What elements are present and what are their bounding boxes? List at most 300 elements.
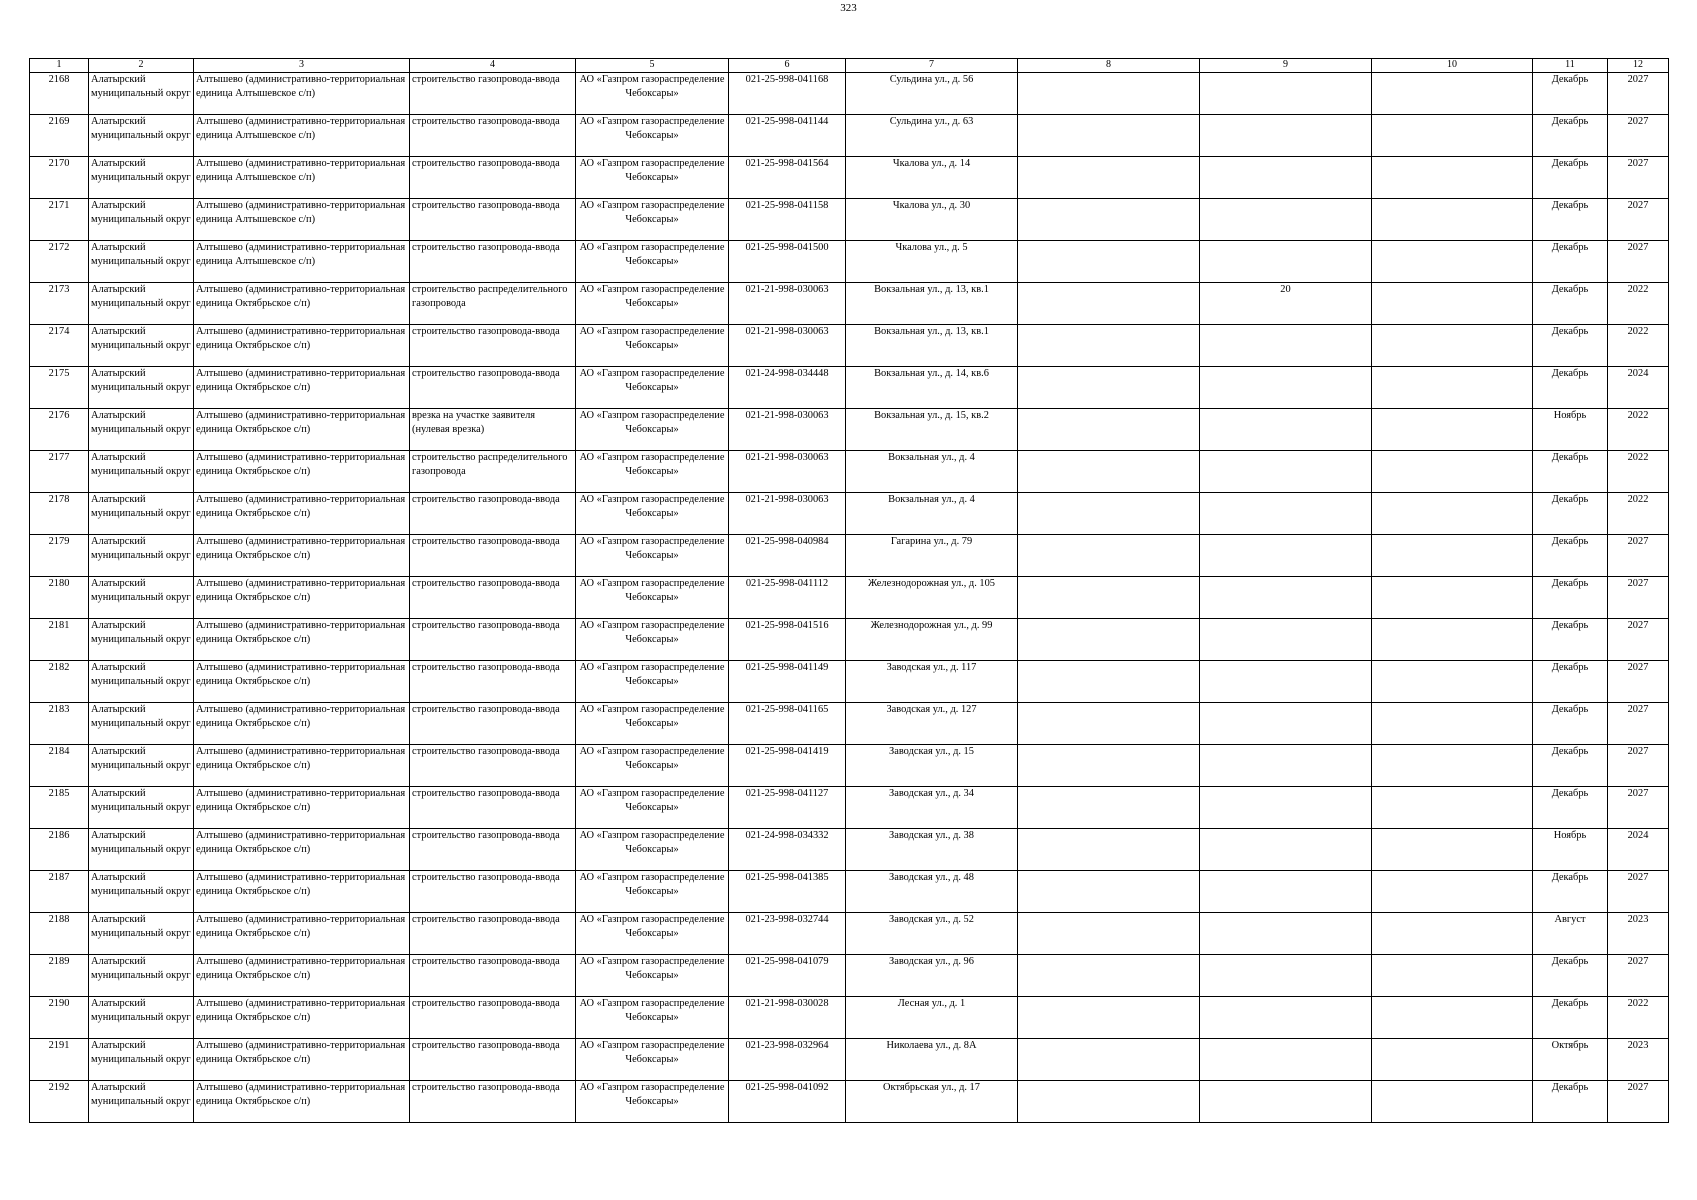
settlement-text: Алтышево (административно-территориальная единица Октябрьское с/п): [196, 326, 406, 351]
col-9-value-cell: [1200, 577, 1372, 619]
month-text: Декабрь: [1551, 956, 1589, 967]
month-text: Декабрь: [1551, 620, 1589, 631]
municipality-text: Алатырский муниципальный округ: [91, 956, 191, 981]
table-row: [30, 1039, 1669, 1081]
address-text: Заводская ул., д. 15: [889, 746, 974, 757]
row-number-text: 2187: [48, 872, 70, 883]
month-text: Декабрь: [1551, 326, 1589, 337]
settlement-cell: [194, 913, 410, 955]
municipality-text: Алатырский муниципальный округ: [91, 788, 191, 813]
settlement-text: Алтышево (административно-территориальная единица Октябрьское с/п): [196, 746, 406, 771]
month-text: Декабрь: [1551, 536, 1589, 547]
col-8-value-cell: [1018, 493, 1200, 535]
work-type-cell: [410, 325, 576, 367]
application-number-cell: [729, 157, 846, 199]
municipality-cell: [89, 325, 194, 367]
col-10-value-cell: [1372, 73, 1533, 115]
settlement-cell: [194, 661, 410, 703]
settlement-text: Алтышево (административно-территориальная единица Алтышевское с/п): [196, 116, 406, 141]
application-number-cell: [729, 115, 846, 157]
table-row: [30, 661, 1669, 703]
row-number-cell: [30, 73, 89, 115]
settlement-text: Алтышево (административно-территориальная единица Алтышевское с/п): [196, 200, 406, 225]
address-cell: [846, 367, 1018, 409]
settlement-cell: [194, 115, 410, 157]
municipality-text: Алатырский муниципальный округ: [91, 914, 191, 939]
col-8-value-cell: [1018, 73, 1200, 115]
row-number-text: 2192: [48, 1082, 70, 1093]
month-cell: [1533, 535, 1608, 577]
application-number-text: 021-21-998-030028: [745, 998, 829, 1009]
month-text: Декабрь: [1551, 746, 1589, 757]
municipality-cell: [89, 703, 194, 745]
month-text: Декабрь: [1551, 872, 1589, 883]
work-type-cell: [410, 997, 576, 1039]
address-cell: [846, 325, 1018, 367]
municipality-cell: [89, 955, 194, 997]
settlement-text: Алтышево (административно-территориальная единица Октябрьское с/п): [196, 956, 406, 981]
application-number-cell: [729, 871, 846, 913]
application-number-cell: [729, 241, 846, 283]
column-header: 12: [1608, 59, 1669, 73]
month-text: Декабрь: [1551, 74, 1589, 85]
address-text: Лесная ул., д. 1: [897, 998, 966, 1009]
month-cell: [1533, 73, 1608, 115]
work-type-cell: [410, 367, 576, 409]
work-type-cell: [410, 745, 576, 787]
col-8-value-cell: [1018, 913, 1200, 955]
application-number-text: 021-25-998-041144: [745, 116, 829, 127]
col-10-value-cell: [1372, 409, 1533, 451]
year-cell: [1608, 199, 1669, 241]
row-number-text: 2181: [48, 620, 70, 631]
application-number-cell: [729, 493, 846, 535]
organization-cell: [576, 115, 729, 157]
row-number-cell: [30, 577, 89, 619]
application-number-cell: [729, 703, 846, 745]
address-text: Заводская ул., д. 48: [889, 872, 974, 883]
row-number-text: 2176: [48, 410, 70, 421]
row-number-text: 2186: [48, 830, 70, 841]
application-number-cell: [729, 787, 846, 829]
address-cell: [846, 115, 1018, 157]
application-number-text: 021-23-998-032964: [745, 1040, 829, 1051]
municipality-cell: [89, 619, 194, 661]
col-9-value-cell: [1200, 199, 1372, 241]
address-text: Заводская ул., д. 52: [889, 914, 974, 925]
table-row: [30, 703, 1669, 745]
work-type-text: строительство газопровода-ввода: [412, 74, 560, 85]
col-9-value-cell: [1200, 1081, 1372, 1123]
work-type-cell: [410, 199, 576, 241]
organization-text: АО «Газпром газораспределение Чебоксары»: [579, 410, 725, 435]
year-cell: [1608, 241, 1669, 283]
application-number-cell: [729, 199, 846, 241]
month-cell: [1533, 955, 1608, 997]
row-number-cell: [30, 745, 89, 787]
application-number-cell: [729, 1081, 846, 1123]
row-number-cell: [30, 493, 89, 535]
work-type-cell: [410, 493, 576, 535]
year-cell: [1608, 283, 1669, 325]
work-type-cell: [410, 661, 576, 703]
organization-text: АО «Газпром газораспределение Чебоксары»: [579, 830, 725, 855]
col-8-value-cell: [1018, 829, 1200, 871]
municipality-text: Алатырский муниципальный округ: [91, 284, 191, 309]
year-cell: [1608, 913, 1669, 955]
address-cell: [846, 619, 1018, 661]
month-text: Декабрь: [1551, 494, 1589, 505]
municipality-cell: [89, 409, 194, 451]
month-text: Декабрь: [1551, 704, 1589, 715]
month-text: Октябрь: [1551, 1040, 1589, 1051]
address-text: Вокзальная ул., д. 13, кв.1: [874, 326, 989, 337]
settlement-text: Алтышево (административно-территориальная единица Октябрьское с/п): [196, 578, 406, 603]
work-type-text: строительство газопровода-ввода: [412, 326, 560, 337]
address-text: Вокзальная ул., д. 14, кв.6: [874, 368, 989, 379]
col-9-value-cell: [1200, 955, 1372, 997]
address-text: Гагарина ул., д. 79: [890, 536, 973, 547]
work-type-text: строительство газопровода-ввода: [412, 956, 560, 967]
year-cell: [1608, 577, 1669, 619]
table-row: [30, 619, 1669, 661]
col-9-value-cell: [1200, 157, 1372, 199]
organization-cell: [576, 157, 729, 199]
application-number-cell: [729, 829, 846, 871]
table-row: [30, 913, 1669, 955]
settlement-text: Алтышево (административно-территориальная единица Алтышевское с/п): [196, 158, 406, 183]
organization-text: АО «Газпром газораспределение Чебоксары»: [579, 74, 725, 99]
month-text: Август: [1554, 914, 1586, 925]
table-row: [30, 829, 1669, 871]
table-row: [30, 577, 1669, 619]
address-text: Чкалова ул., д. 30: [892, 200, 971, 211]
row-number-text: 2182: [48, 662, 70, 673]
col-9-value-cell: [1200, 703, 1372, 745]
year-text: 2022: [1627, 326, 1649, 337]
municipality-cell: [89, 199, 194, 241]
col-10-value-cell: [1372, 1039, 1533, 1081]
table-row: [30, 955, 1669, 997]
col-10-value-cell: [1372, 955, 1533, 997]
col-10-value-cell: [1372, 745, 1533, 787]
month-cell: [1533, 325, 1608, 367]
application-number-text: 021-25-998-041158: [745, 200, 829, 211]
row-number-cell: [30, 325, 89, 367]
municipality-cell: [89, 535, 194, 577]
work-type-text: строительство распределительного газопровода: [412, 284, 568, 309]
column-header: 7: [846, 59, 1018, 73]
settlement-text: Алтышево (административно-территориальная единица Октябрьское с/п): [196, 914, 406, 939]
row-number-cell: [30, 997, 89, 1039]
work-type-text: строительство газопровода-ввода: [412, 788, 560, 799]
row-number-cell: [30, 829, 89, 871]
year-cell: [1608, 997, 1669, 1039]
application-number-cell: [729, 451, 846, 493]
address-cell: [846, 787, 1018, 829]
municipality-cell: [89, 283, 194, 325]
row-number-text: 2185: [48, 788, 70, 799]
address-text: Заводская ул., д. 127: [886, 704, 977, 715]
col-8-value-cell: [1018, 745, 1200, 787]
work-type-cell: [410, 829, 576, 871]
organization-cell: [576, 325, 729, 367]
application-number-text: 021-25-998-041385: [745, 872, 829, 883]
column-header: 1: [30, 59, 89, 73]
col-8-value-cell: [1018, 703, 1200, 745]
address-text: Вокзальная ул., д. 13, кв.1: [874, 284, 989, 295]
col-10-value-cell: [1372, 241, 1533, 283]
organization-text: АО «Газпром газораспределение Чебоксары»: [579, 704, 725, 729]
address-cell: [846, 1039, 1018, 1081]
col-9-value-cell: [1200, 409, 1372, 451]
month-cell: [1533, 871, 1608, 913]
municipality-text: Алатырский муниципальный округ: [91, 242, 191, 267]
row-number-text: 2189: [48, 956, 70, 967]
municipality-cell: [89, 829, 194, 871]
address-cell: [846, 703, 1018, 745]
table-row: [30, 871, 1669, 913]
col-9-value-cell: [1200, 787, 1372, 829]
row-number-text: 2177: [48, 452, 70, 463]
column-header: 9: [1200, 59, 1372, 73]
application-number-cell: [729, 535, 846, 577]
row-number-cell: [30, 913, 89, 955]
address-cell: [846, 913, 1018, 955]
table-row: [30, 325, 1669, 367]
year-cell: [1608, 325, 1669, 367]
table-row: [30, 493, 1669, 535]
col-9-value-cell: [1200, 1039, 1372, 1081]
work-type-text: строительство газопровода-ввода: [412, 998, 560, 1009]
row-number-cell: [30, 115, 89, 157]
month-cell: [1533, 661, 1608, 703]
organization-text: АО «Газпром газораспределение Чебоксары»: [579, 116, 725, 141]
year-text: 2027: [1627, 74, 1649, 85]
col-8-value-cell: [1018, 367, 1200, 409]
year-text: 2027: [1627, 1082, 1649, 1093]
application-number-cell: [729, 409, 846, 451]
organization-cell: [576, 241, 729, 283]
year-text: 2027: [1627, 536, 1649, 547]
application-number-text: 021-21-998-030063: [745, 284, 829, 295]
municipality-text: Алатырский муниципальный округ: [91, 704, 191, 729]
table-row: [30, 997, 1669, 1039]
address-text: Октябрьская ул., д. 17: [883, 1082, 980, 1093]
municipality-text: Алатырский муниципальный округ: [91, 746, 191, 771]
work-type-text: строительство газопровода-ввода: [412, 116, 560, 127]
application-number-text: 021-25-998-041564: [745, 158, 829, 169]
month-text: Декабрь: [1551, 368, 1589, 379]
address-text: Заводская ул., д. 34: [889, 788, 974, 799]
row-number-text: 2171: [48, 200, 70, 211]
year-text: 2027: [1627, 662, 1649, 673]
organization-cell: [576, 913, 729, 955]
organization-cell: [576, 745, 729, 787]
municipality-cell: [89, 1039, 194, 1081]
application-number-text: 021-25-998-041127: [745, 788, 829, 799]
address-text: Николаева ул., д. 8А: [886, 1040, 977, 1051]
address-cell: [846, 661, 1018, 703]
organization-cell: [576, 997, 729, 1039]
year-text: 2027: [1627, 872, 1649, 883]
settlement-cell: [194, 199, 410, 241]
work-type-text: строительство газопровода-ввода: [412, 368, 560, 379]
organization-cell: [576, 73, 729, 115]
row-number-cell: [30, 199, 89, 241]
year-cell: [1608, 619, 1669, 661]
settlement-text: Алтышево (административно-территориальная единица Октябрьское с/п): [196, 536, 406, 561]
year-cell: [1608, 535, 1669, 577]
organization-text: АО «Газпром газораспределение Чебоксары»: [579, 284, 725, 309]
work-type-text: строительство газопровода-ввода: [412, 158, 560, 169]
municipality-cell: [89, 661, 194, 703]
month-cell: [1533, 913, 1608, 955]
work-type-cell: [410, 703, 576, 745]
row-number-text: 2179: [48, 536, 70, 547]
application-number-text: 021-25-998-041079: [745, 956, 829, 967]
col-8-value-cell: [1018, 997, 1200, 1039]
organization-text: АО «Газпром газораспределение Чебоксары»: [579, 326, 725, 351]
organization-text: АО «Газпром газораспределение Чебоксары»: [579, 914, 725, 939]
row-number-cell: [30, 283, 89, 325]
settlement-text: Алтышево (административно-территориальная единица Октябрьское с/п): [196, 1040, 406, 1065]
month-cell: [1533, 157, 1608, 199]
month-cell: [1533, 619, 1608, 661]
municipality-text: Алатырский муниципальный округ: [91, 158, 191, 183]
col-10-value-cell: [1372, 829, 1533, 871]
organization-cell: [576, 283, 729, 325]
application-number-cell: [729, 325, 846, 367]
municipality-text: Алатырский муниципальный округ: [91, 536, 191, 561]
table-row: [30, 73, 1669, 115]
col-8-value-cell: [1018, 955, 1200, 997]
month-cell: [1533, 745, 1608, 787]
row-number-text: 2172: [48, 242, 70, 253]
col-10-value-cell: [1372, 913, 1533, 955]
municipality-text: Алатырский муниципальный округ: [91, 1040, 191, 1065]
settlement-cell: [194, 73, 410, 115]
col-8-value-cell: [1018, 283, 1200, 325]
address-cell: [846, 577, 1018, 619]
application-number-cell: [729, 73, 846, 115]
municipality-cell: [89, 577, 194, 619]
application-number-cell: [729, 955, 846, 997]
month-cell: [1533, 367, 1608, 409]
year-cell: [1608, 367, 1669, 409]
month-cell: [1533, 241, 1608, 283]
row-number-cell: [30, 241, 89, 283]
organization-cell: [576, 577, 729, 619]
col-8-value-cell: [1018, 661, 1200, 703]
month-text: Ноябрь: [1553, 830, 1587, 841]
col-9-value-cell: [1200, 871, 1372, 913]
address-cell: [846, 283, 1018, 325]
table-row: [30, 367, 1669, 409]
organization-text: АО «Газпром газораспределение Чебоксары»: [579, 956, 725, 981]
col-8-value-cell: [1018, 1039, 1200, 1081]
month-text: Декабрь: [1551, 788, 1589, 799]
month-cell: [1533, 493, 1608, 535]
row-number-cell: [30, 1081, 89, 1123]
organization-text: АО «Газпром газораспределение Чебоксары»: [579, 368, 725, 393]
row-number-text: 2183: [48, 704, 70, 715]
year-text: 2023: [1627, 914, 1649, 925]
year-text: 2027: [1627, 578, 1649, 589]
month-cell: [1533, 115, 1608, 157]
month-cell: [1533, 1081, 1608, 1123]
settlement-cell: [194, 325, 410, 367]
municipality-cell: [89, 997, 194, 1039]
application-number-text: 021-25-998-041516: [745, 620, 829, 631]
municipality-cell: [89, 871, 194, 913]
application-number-text: 021-25-998-041149: [745, 662, 829, 673]
organization-cell: [576, 955, 729, 997]
municipality-text: Алатырский муниципальный округ: [91, 662, 191, 687]
column-header: 6: [729, 59, 846, 73]
col-8-value-cell: [1018, 157, 1200, 199]
organization-cell: [576, 409, 729, 451]
month-cell: [1533, 451, 1608, 493]
year-text: 2024: [1627, 830, 1649, 841]
col-10-value-cell: [1372, 619, 1533, 661]
col-9-value-cell: [1200, 619, 1372, 661]
address-cell: [846, 199, 1018, 241]
municipality-cell: [89, 367, 194, 409]
year-cell: [1608, 703, 1669, 745]
col-8-value-cell: [1018, 1081, 1200, 1123]
work-type-cell: [410, 73, 576, 115]
col-10-value-cell: [1372, 535, 1533, 577]
col-10-value-cell: [1372, 325, 1533, 367]
month-cell: [1533, 199, 1608, 241]
row-number-cell: [30, 619, 89, 661]
year-cell: [1608, 955, 1669, 997]
column-header: 5: [576, 59, 729, 73]
organization-cell: [576, 787, 729, 829]
year-cell: [1608, 1081, 1669, 1123]
application-number-cell: [729, 619, 846, 661]
year-text: 2022: [1627, 410, 1649, 421]
col-10-value-cell: [1372, 199, 1533, 241]
row-number-text: 2168: [48, 74, 70, 85]
row-number-cell: [30, 703, 89, 745]
settlement-text: Алтышево (административно-территориальная единица Октябрьское с/п): [196, 662, 406, 687]
organization-cell: [576, 1039, 729, 1081]
year-cell: [1608, 829, 1669, 871]
organization-text: АО «Газпром газораспределение Чебоксары»: [579, 452, 725, 477]
application-number-text: 021-25-998-041168: [745, 74, 829, 85]
application-number-cell: [729, 1039, 846, 1081]
settlement-cell: [194, 619, 410, 661]
municipality-text: Алатырский муниципальный округ: [91, 116, 191, 141]
page-number: 323: [840, 2, 857, 14]
address-text: Сульдина ул., д. 63: [889, 116, 974, 127]
settlement-text: Алтышево (административно-территориальная единица Октябрьское с/п): [196, 284, 406, 309]
year-cell: [1608, 493, 1669, 535]
settlement-text: Алтышево (административно-территориальная единица Октябрьское с/п): [196, 872, 406, 897]
organization-text: АО «Газпром газораспределение Чебоксары»: [579, 872, 725, 897]
organization-text: АО «Газпром газораспределение Чебоксары»: [579, 746, 725, 771]
work-type-text: строительство газопровода-ввода: [412, 830, 560, 841]
row-number-text: 2173: [48, 284, 70, 295]
col-8-value-cell: [1018, 871, 1200, 913]
application-number-text: 021-21-998-030063: [745, 410, 829, 421]
address-cell: [846, 829, 1018, 871]
organization-cell: [576, 535, 729, 577]
month-text: Декабрь: [1551, 200, 1589, 211]
application-number-text: 021-23-998-032744: [745, 914, 829, 925]
